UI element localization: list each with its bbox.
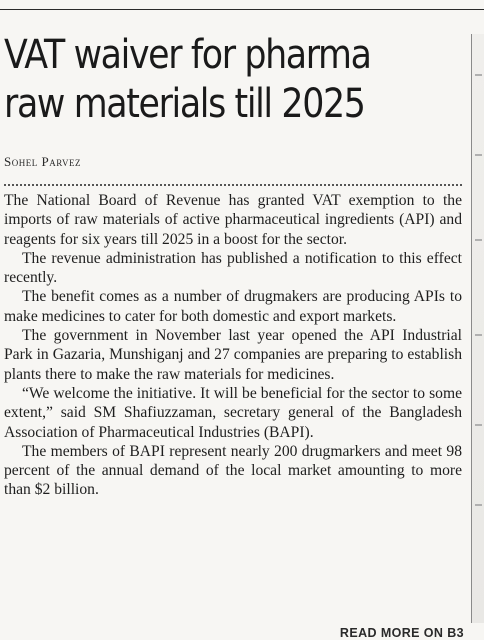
edge-mark (475, 504, 482, 506)
read-more-link[interactable]: READ MORE ON B3 (339, 626, 464, 640)
article-paragraph: The benefit comes as a number of drugmakers are producing APIs to make medicines to cater for both domestic and export markets. (4, 288, 462, 325)
edge-mark (475, 239, 482, 241)
article-paragraph: The revenue administration has published a notification to this effect recently. (4, 249, 462, 287)
top-rule (0, 9, 484, 10)
article-paragraph: “We welcome the initiative. It will be beneficial for the sector to some extent,” said SM Shafiuzzaman, secretary general of the Bangladesh Association of Pharmaceutical Industries (BAPI). (4, 384, 462, 441)
byline: Sohel Parvez (4, 154, 81, 169)
headline: VAT waiver for pharma raw materials till 2025 (4, 30, 371, 127)
article-paragraph: The government in November last year opened the API Industrial Park in Gazaria, Munshiganj and 27 companies are preparing to establish plants there to make the raw materials for medicines. (4, 327, 462, 383)
edge-mark (475, 74, 482, 76)
news-article (4, 30, 464, 640)
dotted-divider (4, 184, 462, 186)
edge-mark (475, 334, 482, 336)
article-paragraph: The members of BAPI represent nearly 200 drugmarkers and meet 98 percent of the annual demand of the local market amounting to more than $2 billion. (4, 442, 462, 499)
edge-mark (475, 424, 482, 426)
adjacent-column-edge (471, 34, 484, 623)
article-paragraph: The National Board of Revenue has granted VAT exemption to the imports of raw materials of active pharmaceutical ingredients (API) and reagents for six years till 2025 in a boost for the sector. (4, 192, 462, 248)
edge-mark (475, 154, 482, 156)
article-body (4, 191, 462, 500)
